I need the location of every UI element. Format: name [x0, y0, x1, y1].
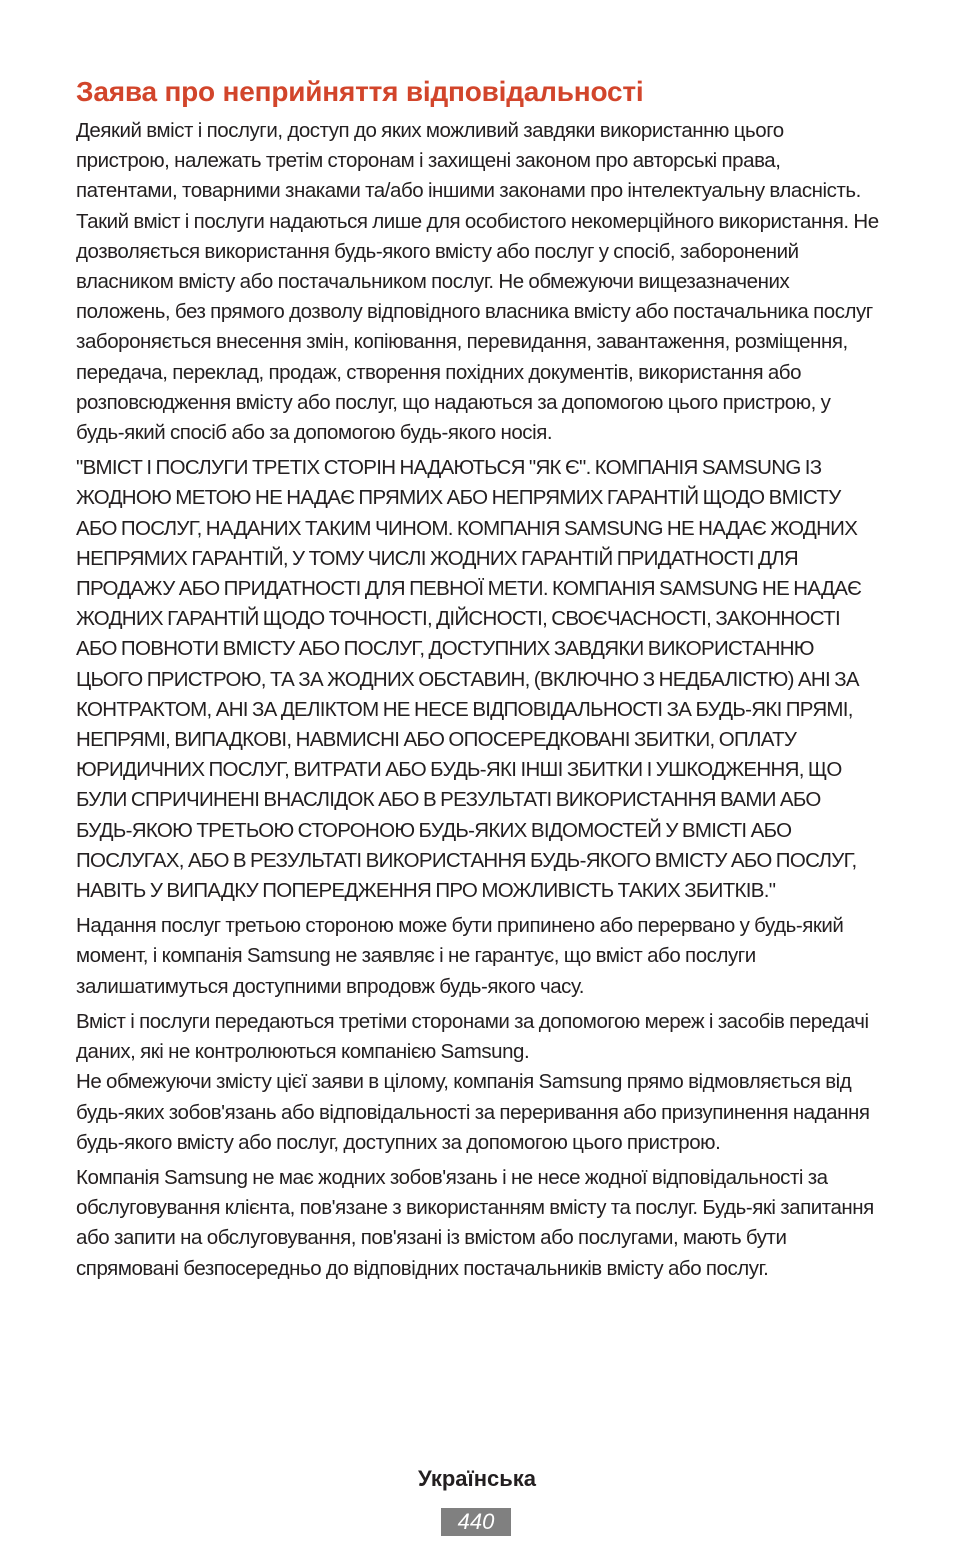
- paragraph-warranty-disclaimer: "ВМІСТ І ПОСЛУГИ ТРЕТІХ СТОРІН НАДАЮТЬСЯ "ЯК Є". КОМПАНІЯ SAMSUNG ІЗ ЖОДНОЮ МЕТОЮ НЕ НАДАЄ ПРЯМИХ АБО НЕПРЯМИХ ГАРАНТІЙ ЩОДО ВМІСТУ АБО ПОСЛУГ, НАДАНИХ ТАКИМ ЧИНОМ. КОМПАНІЯ SAMSUNG НЕ НАДАЄ ЖОДНИХ НЕПРЯМИХ ГАРАНТІЙ, У ТОМУ ЧИСЛІ ЖОДНИХ ГАРАНТІЙ ПРИДАТНОСТІ ДЛЯ ПРОДАЖУ АБО ПРИДАТНОСТІ ДЛЯ ПЕВНОЇ МЕТИ. КОМПАНІЯ SAMSUNG НЕ НАДАЄ ЖОДНИХ ГАРАНТІЙ ЩОДО ТОЧНОСТІ, ДІЙСНОСТІ, СВОЄЧАСНОСТІ, ЗАКОННОСТІ АБО ПОВНОТИ ВМІСТУ АБО ПОСЛУГ, ДОСТУПНИХ ЗАВДЯКИ ВИКОРИСТАННЮ ЦЬОГО ПРИСТРОЮ, ТА ЗА ЖОДНИХ ОБСТАВИН, (ВКЛЮЧНО З НЕДБАЛІСТЮ) АНІ ЗА КОНТРАКТОМ, АНІ ЗА ДЕЛІКТОМ НЕ НЕСЕ ВІДПОВІДАЛЬНОСТІ ЗА БУДЬ-ЯКІ ПРЯМІ, НЕПРЯМІ, ВИПАДКОВІ, НАВМИСНІ АБО ОПОСЕРЕДКОВАНІ ЗБИТКИ, ОПЛАТУ ЮРИДИЧНИХ ПОСЛУГ, ВИТРАТИ АБО БУДЬ-ЯКІ ІНШІ ЗБИТКИ І УШКОДЖЕННЯ, ЩО БУЛИ СПРИЧИНЕНІ ВНАСЛІДОК АБО В РЕЗУЛЬТАТІ ВИКОРИСТАННЯ ВАМИ АБО БУДЬ-ЯКОЮ ТРЕТЬОЮ СТОРОНОЮ БУДЬ-ЯКИХ ВІДОМОСТЕЙ У ВМІСТІ АБО ПОСЛУГАХ, АБО В РЕЗУЛЬТАТІ ВИКОРИСТАННЯ БУДЬ-ЯКОГО ВМІСТУ АБО ПОСЛУГ, НАВІТЬ У ВИПАДКУ ПОПЕРЕДЖЕННЯ ПРО МОЖЛИВІСТЬ ТАКИХ ЗБИТКІВ.": [76, 456, 862, 903]
- paragraph-content-rights: Деякий вміст і послуги, доступ до яких можливий завдяки використанню цього пристрою, належать третім сторонам і захищені законом про авторські права, патентами, товарними знаками та/або іншими законами про інтелектуальну власність. Такий вміст і послуги надаються лише для особистого некомерційного використання. Не дозволяється використання будь-якого вмісту або послуг у спосіб, заборонений власником вмісту або постачальником послуг. Не обмежуючи вищезазначених положень, без прямого дозволу відповідного власника вмісту або постачальника послуг забороняється внесення змін, копіювання, перевидання, завантаження, розміщення, передача, переклад, продаж, створення похідних документів, використання або розповсюдження вмісту або послуг, що надаються за допомогою цього пристрою, у будь-який спосіб або за допомогою будь-якого носія.: [76, 119, 879, 445]
- paragraph-service-interruption: Надання послуг третьою стороною може бути припинено або перервано у будь-який момент, і компанія Samsung не заявляє і не гарантує, що вміст або послуги залишатимуться доступними впродовж будь-якого часу.: [76, 914, 844, 998]
- page-number: 440: [441, 1508, 511, 1536]
- paragraph-third-party-networks: Вміст і послуги передаються третіми сторонами за допомогою мереж і засобів передачі даних, які не контролюються компанією Samsung.: [76, 1009, 869, 1064]
- page-title: Заява про неприйняття відповідальності: [76, 76, 644, 107]
- paragraph-liability-waiver: Не обмежуючи змісту цієї заяви в цілому, компанія Samsung прямо відмовляється від будь-яких зобов'язань або відповідальності за переривання або призупинення надання будь-якого вмісту або послуг, доступних за допомогою цього пристрою.: [76, 1070, 870, 1154]
- page-content: [76, 72, 880, 1289]
- paragraph-customer-service: Компанія Samsung не має жодних зобов'язань і не несе жодної відповідальності за обслуговування клієнта, пов'язане з використанням вмісту та послуг. Будь-які запитання або запити на обслуговування, пов'язані із вмістом або послугами, мають бути спрямовані безпосередньо до відповідних постачальників вмісту або послуг.: [76, 1165, 874, 1280]
- footer-language: Українська: [417, 1466, 536, 1491]
